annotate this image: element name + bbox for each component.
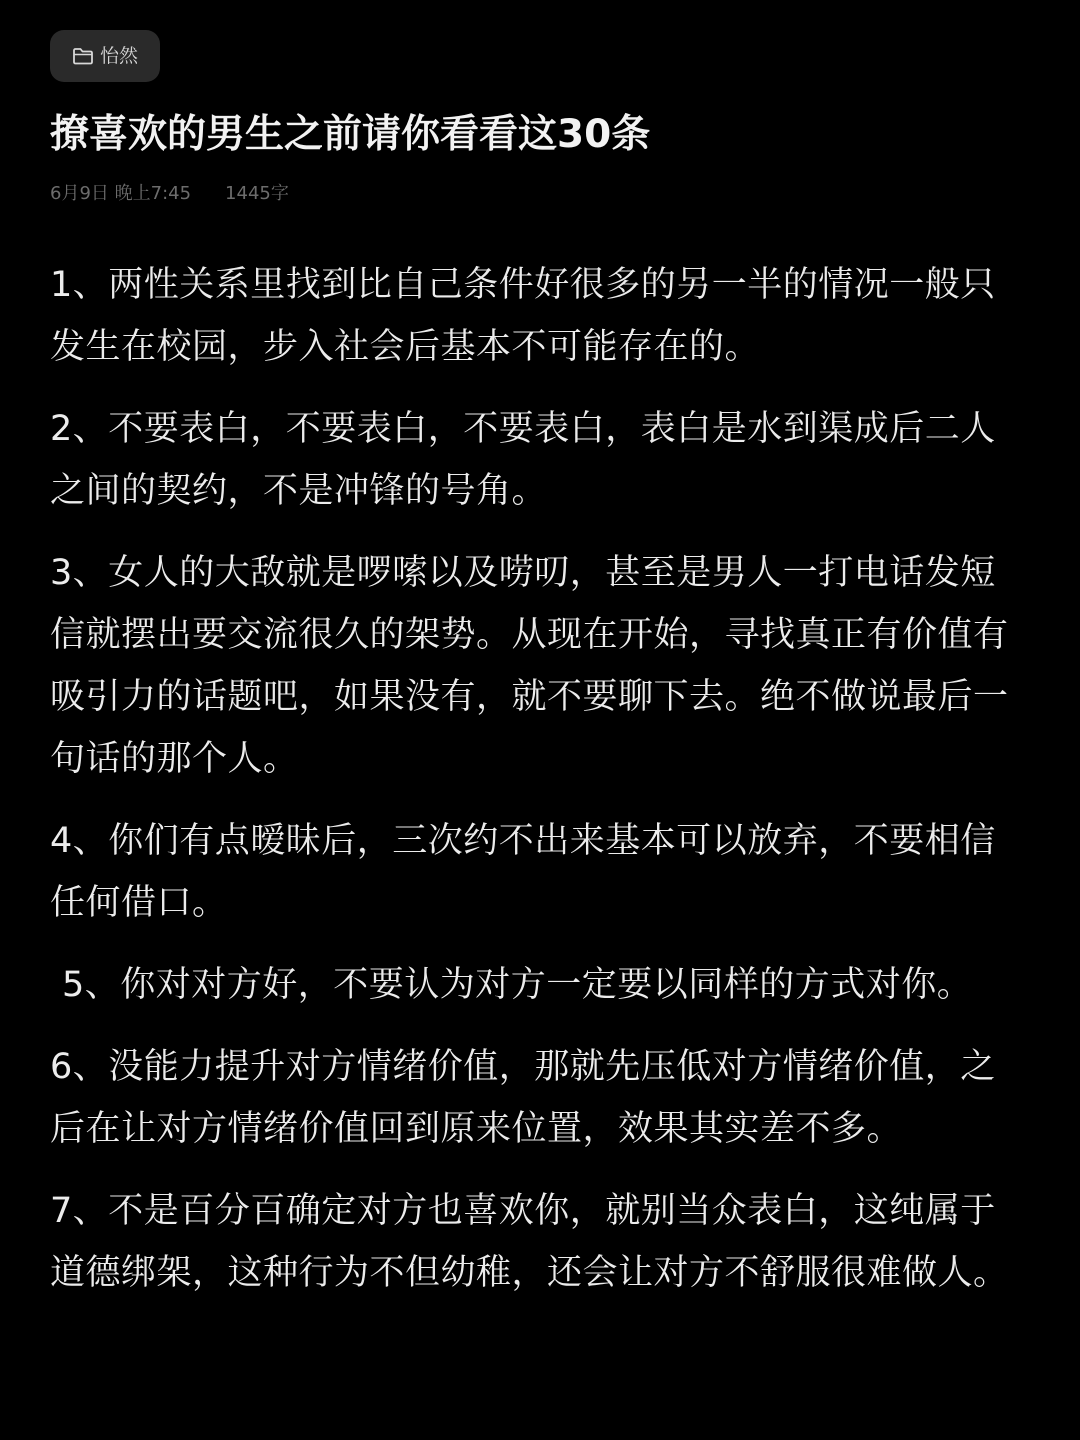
paragraph-3: 3、女人的大敌就是啰嗦以及唠叨，甚至是男人一打电话发短信就摆出要交流很久的架势。从现在开始，寻找真正有价值有吸引力的话题吧，如果没有，就不要聊下去。绝不做说最后一句话的那个人。 [50, 553, 1009, 779]
paragraph-5: 5、你对对方好，不要认为对方一定要以同样的方式对你。 [62, 965, 973, 1005]
paragraph-6: 6、没能力提升对方情绪价值，那就先压低对方情绪价值，之后在让对方情绪价值回到原来位置，效果其实差不多。 [50, 1047, 996, 1149]
folder-label: 怡然 [100, 44, 139, 67]
paragraph-2: 2、不要表白，不要表白，不要表白，表白是水到渠成后二人之间的契约，不是冲锋的号角。 [50, 409, 996, 511]
note-title: 撩喜欢的男生之前请你看看这30条 [50, 112, 651, 157]
paragraph-7: 7、不是百分百确定对方也喜欢你，就别当众表白，这纯属于道德绑架，这种行为不但幼稚，还会让对方不舒服很难做人。 [50, 1191, 1009, 1293]
folder-chip[interactable] [50, 30, 160, 82]
note-word-count: 1445字 [225, 183, 289, 204]
paragraph-1: 1、两性关系里找到比自己条件好很多的另一半的情况一般只发生在校园，步入社会后基本不可能存在的。 [50, 265, 996, 367]
note-meta [50, 180, 289, 208]
folder-icon [72, 47, 94, 65]
note-date: 6月9日 晚上7:45 [50, 183, 192, 204]
note-body[interactable] [50, 254, 1010, 1324]
paragraph-4: 4、你们有点暧昧后，三次约不出来基本可以放弃，不要相信任何借口。 [50, 821, 996, 923]
